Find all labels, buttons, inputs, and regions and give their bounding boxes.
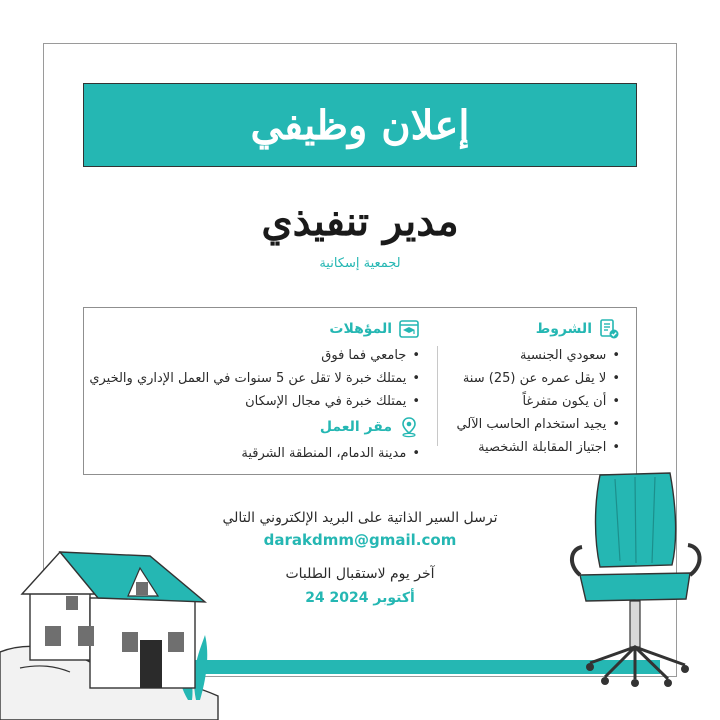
qualifications-list	[90, 344, 420, 413]
list-item: • سعودي الجنسية	[450, 344, 620, 367]
graduation-cap-icon	[398, 318, 420, 340]
conditions-section	[450, 318, 620, 459]
list-item: • مدينة الدمام، المنطقة الشرقية	[90, 442, 420, 465]
list-item: • اجتياز المقابلة الشخصية	[450, 436, 620, 459]
banner-title: إعلان وظيفي	[250, 101, 470, 149]
list-item: • يمتلك خبرة في مجال الإسكان	[90, 390, 420, 413]
conditions-heading	[450, 318, 620, 340]
house-illustration	[0, 540, 230, 720]
cv-instruction: ترسل السير الذاتية على البريد الإلكتروني التالي	[222, 510, 498, 526]
email-link[interactable]: darakdmm@gmail.com	[263, 531, 457, 549]
workplace-list	[90, 442, 420, 465]
document-check-icon	[598, 318, 620, 340]
list-item: • يجيد استخدام الحاسب الآلي	[450, 413, 620, 436]
list-item: • جامعي فما فوق	[90, 344, 420, 367]
deadline-label: آخر يوم لاستقبال الطلبات	[285, 566, 435, 582]
deadline-date: 24 أكتوبر 2024	[305, 590, 415, 606]
conditions-heading-label: الشروط	[535, 321, 592, 337]
organization-label: لجمعية إسكانية	[319, 256, 401, 271]
list-item: • لا يقل عمره عن (25) سنة	[450, 367, 620, 390]
workplace-heading	[90, 416, 420, 438]
list-item: • أن يكون متفرغاً	[450, 390, 620, 413]
qualifications-section	[90, 318, 420, 465]
office-chair-illustration	[560, 465, 710, 695]
location-pin-icon	[398, 416, 420, 438]
list-item: • يمتلك خبرة لا تقل عن 5 سنوات في العمل الإداري والخيري	[90, 367, 420, 390]
qualifications-heading-label: المؤهلات	[329, 321, 392, 337]
workplace-heading-label: مقر العمل	[319, 419, 392, 435]
qualifications-heading	[90, 318, 420, 340]
announcement-banner	[83, 83, 637, 167]
job-title: مدير تنفيذي	[261, 198, 459, 245]
conditions-list	[450, 344, 620, 459]
column-divider	[437, 346, 438, 446]
